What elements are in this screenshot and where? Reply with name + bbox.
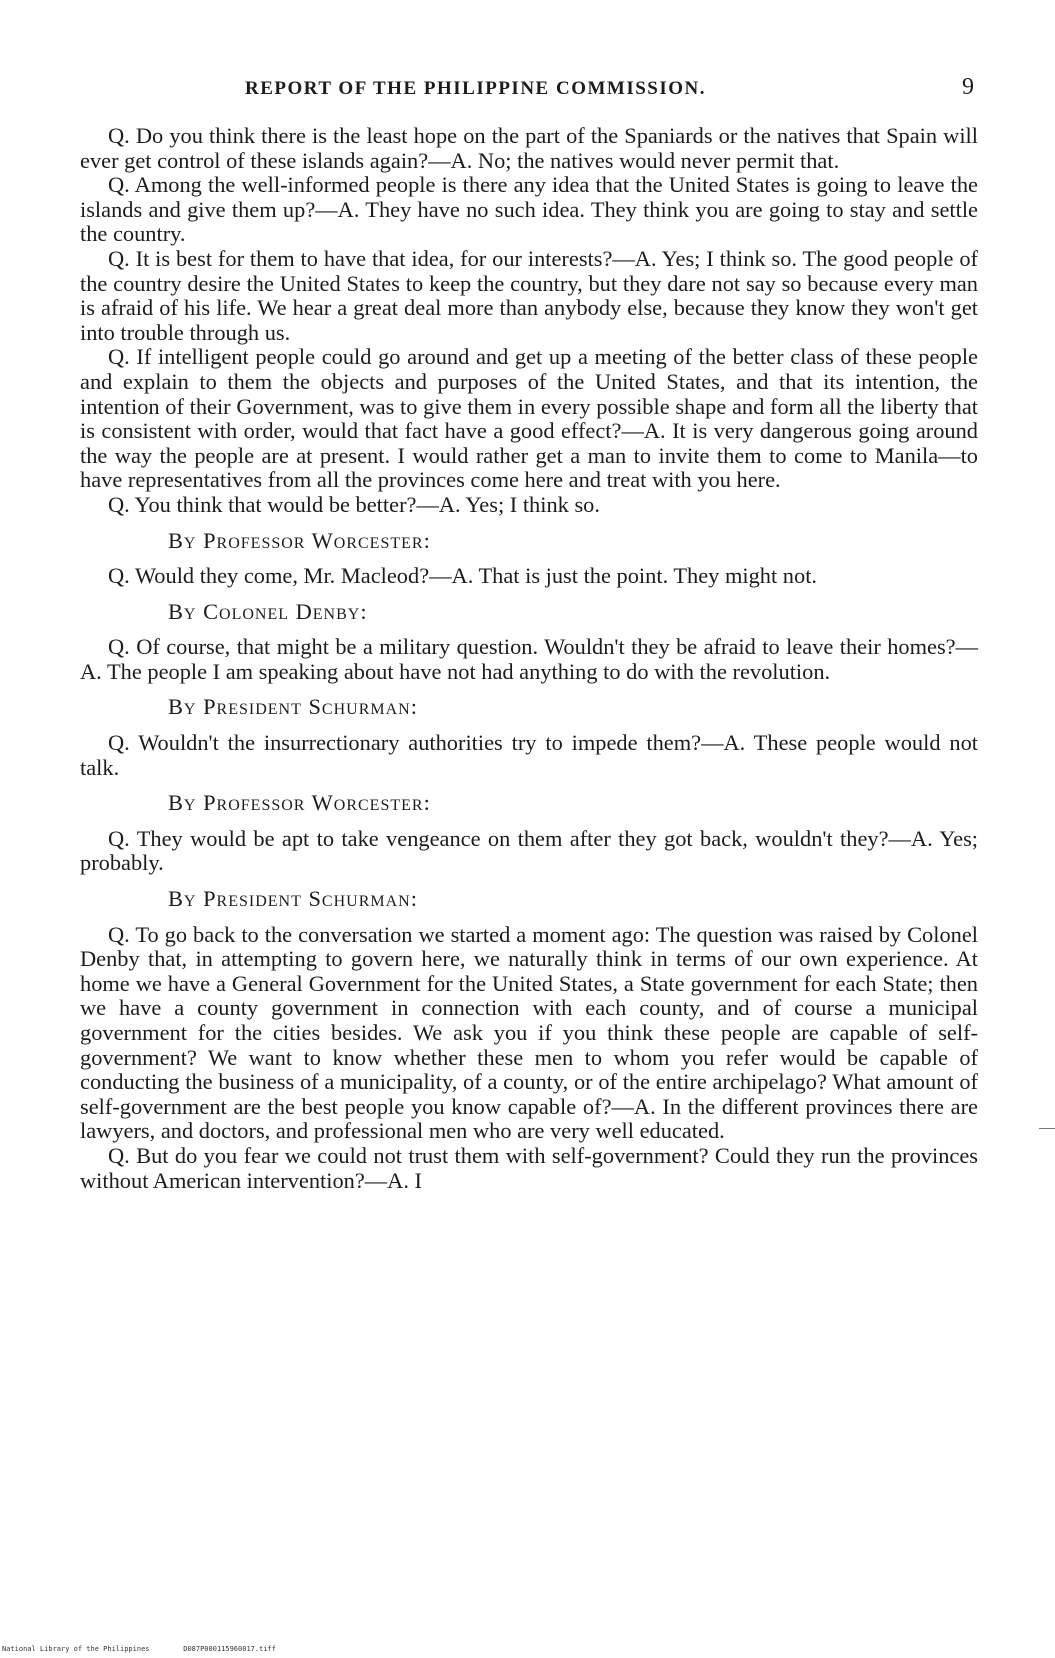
body-text (80, 124, 978, 1193)
paragraph: Q. To go back to the conversation we started a moment ago: The question was raised by Colonel Denby that, in attempting to govern here, we naturally think in terms of our own experience. At home we have a General Government for the United States, a State government for each State; then we have a county government in connection with each county, and of course a municipal government for the cities besides. We ask you if you think these people are capable of self-government? We want to know whether these men to whom you refer would be capable of conducting the business of a municipality, of a county, or of the entire archipelago? What amount of self-government are the best people you know capable of?—A. In the different provinces there are lawyers, and doctors, and professional men who are very well educated. (80, 921, 978, 1144)
paragraph: Q. It is best for them to have that idea, for our interests?—A. Yes; I think so. The good people of the country desire the United States to keep the country, but they dare not say so because every man is afraid of his life. We hear a great deal more than anybody else, because they know they won't get into trouble through us. (80, 245, 978, 345)
speaker-heading: By President Schurman: (168, 694, 418, 720)
scan-footer (2, 1645, 276, 1653)
footer-file: D087P000115960017.tiff (183, 1645, 276, 1653)
paragraph: Q. Do you think there is the least hope on the part of the Spaniards or the natives that Spain will ever get control of these islands again?—A. No; the natives would never permit that. (80, 123, 978, 173)
paragraph: Q. Among the well-informed people is there any idea that the United States is going to leave the islands and give them up?—A. They have no such idea. They think you are going to stay and settle the country. (80, 172, 978, 247)
page-number: 9 (962, 74, 974, 100)
speaker-heading: By President Schurman: (168, 886, 418, 912)
paragraph: Q. Wouldn't the insurrectionary authorities try to impede them?—A. These people would not talk. (80, 730, 978, 780)
paragraph: Q. They would be apt to take vengeance on them after they got back, wouldn't they?—A. Yes; probably. (80, 825, 978, 876)
paragraph: Q. But do you fear we could not trust them with self-government? Could they run the provinces without American intervention?—A. I (80, 1142, 978, 1193)
speaker-heading: By Colonel Denby: (168, 598, 368, 624)
speaker-heading: By Professor Worcester: (168, 527, 431, 553)
speaker-heading: By Professor Worcester: (168, 790, 431, 816)
running-title: REPORT OF THE PHILIPPINE COMMISSION. (245, 78, 707, 99)
paragraph: Q. Of course, that might be a military question. Wouldn't they be afraid to leave their homes?—A. The people I am speaking about have not had anything to do with the revolution. (80, 634, 978, 684)
paragraph: Q. Would they come, Mr. Macleod?—A. That is just the point. They might not. (108, 563, 818, 589)
footer-source: National Library of the Philippines (2, 1645, 150, 1653)
running-header (80, 74, 980, 108)
paragraph: Q. You think that would be better?—A. Yes; I think so. (108, 491, 600, 517)
margin-mark (1039, 1128, 1055, 1129)
paragraph: Q. If intelligent people could go around and get up a meeting of the better class of these people and explain to them the objects and purposes of the United States, and that its intention, the intention of their Government, was to give them in every possible shape and form all the liberty that is consistent with order, would that fact have a good effect?—A. It is very dangerous going around the way the people are at present. I would rather get a man to invite them to come to Manila—to have representatives from all the provinces come here and treat with you here. (80, 344, 978, 493)
